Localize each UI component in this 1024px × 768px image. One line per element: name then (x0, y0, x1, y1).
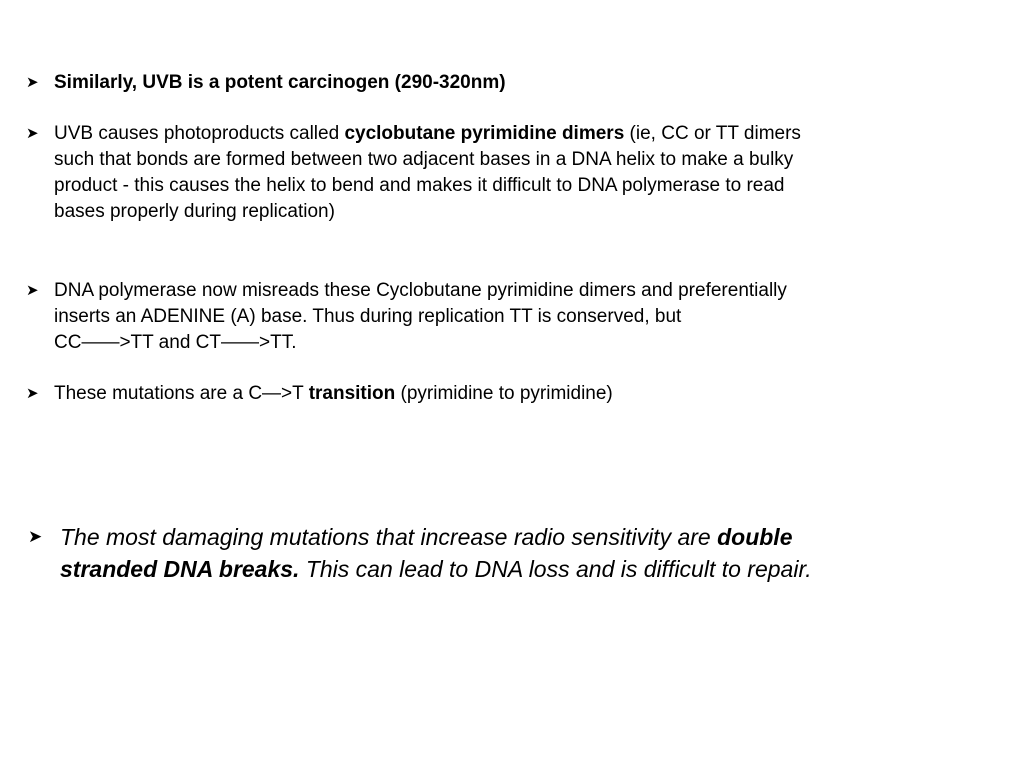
text-line: such that bonds are formed between two adjacent bases in a DNA helix to make a bulky (54, 149, 794, 170)
arrow-bullet-icon: ➤ (26, 125, 39, 142)
plain-text: This can lead to DNA loss and is difficult to repair. (299, 556, 812, 582)
bullet-text (54, 121, 801, 225)
plain-text: UVB causes photoproducts called (54, 123, 345, 144)
arrow-bullet-icon: ➤ (28, 527, 43, 546)
text-line (60, 553, 812, 585)
text-line: product - this causes the helix to bend and makes it difficult to DNA polymerase to read (54, 175, 785, 196)
text-line: CC——>TT and CT——>TT. (54, 332, 297, 353)
bold-term: stranded DNA breaks. (60, 556, 300, 582)
text-line (60, 521, 812, 553)
bullet-text (54, 381, 613, 407)
plain-text: (pyrimidine to pyrimidine) (395, 383, 613, 404)
text-line (54, 121, 801, 147)
bold-text: Similarly, UVB is a potent carcinogen (290-320nm) (54, 72, 506, 93)
text-line: DNA polymerase now misreads these Cyclobutane pyrimidine dimers and preferentially (54, 280, 787, 301)
plain-text: These mutations are a C—>T (54, 383, 309, 404)
bold-term: double (717, 524, 793, 550)
plain-text: The most damaging mutations that increase radio sensitivity are (60, 524, 718, 550)
bullet-text (54, 70, 506, 96)
arrow-bullet-icon: ➤ (26, 282, 39, 299)
bullet-text (60, 521, 812, 585)
text-line: inserts an ADENINE (A) base. Thus during replication TT is conserved, but (54, 306, 682, 327)
arrow-bullet-icon: ➤ (26, 385, 39, 402)
arrow-bullet-icon: ➤ (26, 74, 39, 91)
text-line (54, 381, 613, 407)
bold-term: cyclobutane pyrimidine dimers (344, 123, 625, 144)
bold-term: transition (308, 383, 396, 404)
text-line (54, 70, 506, 96)
plain-text: (ie, CC or TT dimers (624, 123, 801, 144)
bullet-text (54, 278, 787, 356)
text-line: bases properly during replication) (54, 201, 335, 222)
